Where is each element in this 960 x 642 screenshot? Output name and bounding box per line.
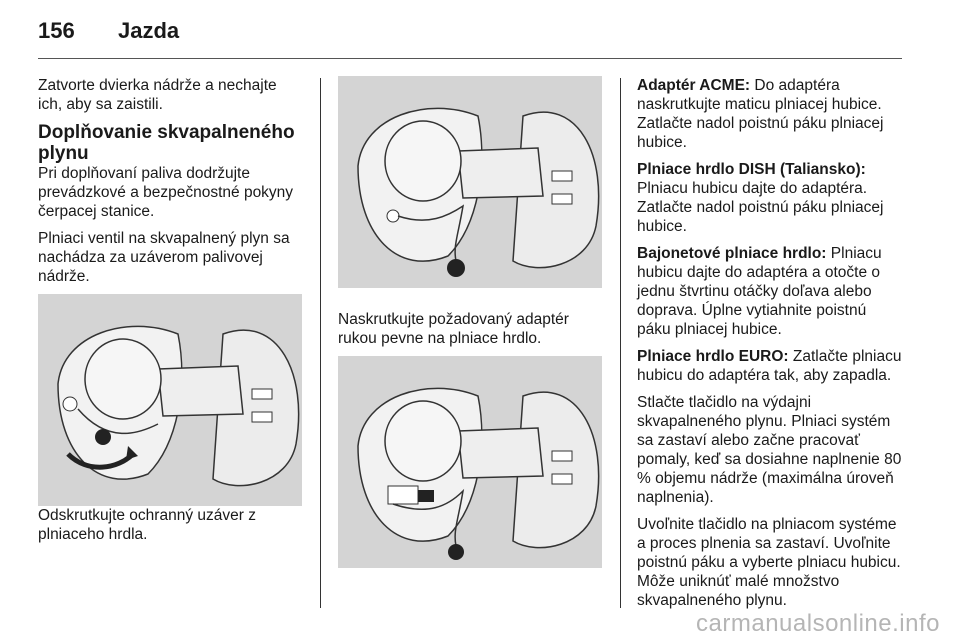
figure-caption: Naskrutkujte požadovaný adaptér rukou pevne na plniace hrdlo. — [338, 311, 569, 347]
column-divider — [620, 78, 621, 608]
paragraph: Stlačte tlačidlo na výdajni skvapalneného plynu. Plniaci systém sa zastaví alebo začne pracovať pomaly, keď sa dosiahne naplnenie 80 % objemu nádrže (maximálna úroveň naplnenia). — [637, 394, 902, 506]
paragraph-text: Zatlačte plniacu hubicu do adaptéra tak, aby zapadla. — [637, 348, 902, 384]
paragraph-text: Do adaptéra naskrutkujte maticu plniacej hubice. Zatlačte nadol poistnú páku plniacej hubice. — [637, 77, 884, 151]
section-title: Jazda — [118, 18, 180, 43]
paragraph — [637, 347, 903, 385]
paragraph-lead: Plniace hrdlo DISH (Taliansko): — [637, 161, 866, 178]
paragraph-text: Plniacu hubicu dajte do adaptéra. Zatlačte nadol poistnú páku plniacej hubice. — [637, 180, 884, 235]
paragraph-lead: Adaptér ACME: — [637, 77, 751, 94]
paragraph — [637, 76, 903, 152]
watermark: carmanualsonline.info — [696, 610, 940, 637]
paragraph: Zatvorte dvierka nádrže a nechajte ich, aby sa zaistili. — [38, 77, 277, 113]
page-number: 156 — [38, 18, 75, 43]
paragraph — [637, 160, 903, 236]
paragraph-text: Plniacu hubicu dajte do adaptéra a otočte o jednu štvrtinu otáčky doľava alebo doprava. Úplne vytiahnite poistnú páku plniacej hubice. — [637, 245, 882, 338]
column-3 — [637, 76, 903, 618]
figure-adapter — [338, 76, 602, 288]
column-divider — [320, 78, 321, 608]
header-divider — [38, 58, 902, 59]
paragraph-lead: Bajonetové plniace hrdlo: — [637, 245, 827, 262]
figure-caption: Odskrutkujte ochranný uzáver z plniaceho hrdla. — [38, 507, 256, 543]
paragraph: Uvoľnite tlačidlo na plniacom systéme a proces plnenia sa zastaví. Uvoľnite poistnú páku a vyberte plniacu hubicu. Môže uniknúť malé množstvo skvapalneného plynu. — [637, 516, 901, 609]
paragraph: Pri doplňovaní paliva dodržujte prevádzkové a bezpečnostné pokyny čerpacej stanice. — [38, 165, 294, 220]
column-2 — [338, 76, 604, 568]
paragraph: Plniaci ventil na skvapalnený plyn sa nachádza za uzáverom palivovej nádrže. — [38, 230, 290, 285]
paragraph — [637, 244, 903, 339]
subsection-heading: Doplňovanie skvapalneného plynu — [38, 122, 295, 164]
paragraph-lead: Plniace hrdlo EURO: — [637, 348, 789, 365]
figure-nozzle — [338, 356, 602, 568]
figure-remove-cap — [38, 294, 302, 506]
column-1 — [38, 76, 304, 552]
